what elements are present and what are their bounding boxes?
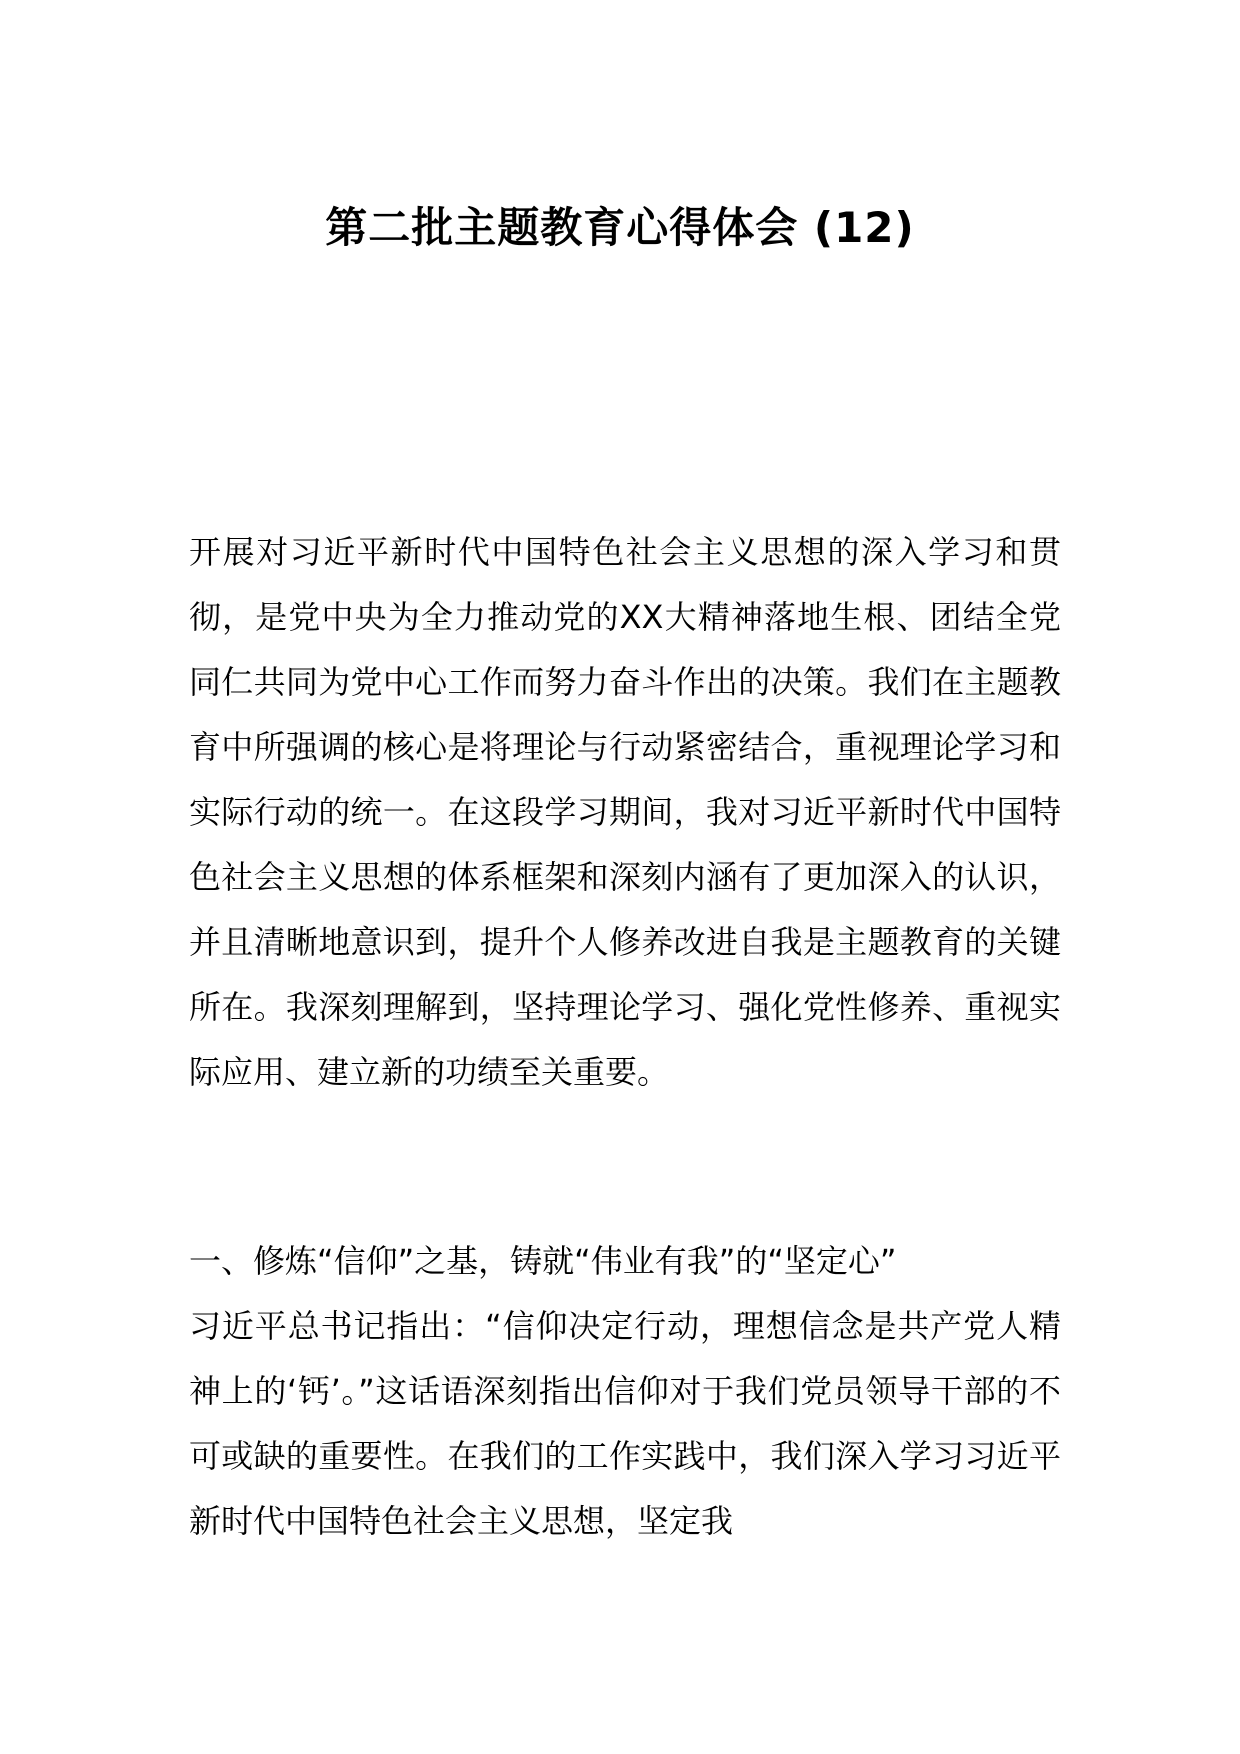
section-1-paragraph: 习近平总书记指出：“信仰决定行动，理想信念是共产党人精神上的‘钙’。”这话语深刻指出信仰对于我们党员领导干部的不可或缺的重要性。在我们的工作实践中，我们深入学习习近平新时代中国特色社会主义思想，坚定我 xyxy=(189,1307,1061,1540)
document-title: 第二批主题教育心得体会 (12) xyxy=(325,203,915,252)
section-1-heading: 一、修炼“信仰”之基，铸就“伟业有我”的“坚定心” xyxy=(189,1242,897,1280)
section-1 xyxy=(189,1229,1061,1554)
intro-paragraph: 开展对习近平新时代中国特色社会主义思想的深入学习和贯彻，是党中央为全力推动党的XX大精神落地生根、团结全党同仁共同为党中心工作而努力奋斗作出的决策。我们在主题教育中所强调的核心是将理论与行动紧密结合，重视理论学习和实际行动的统一。在这段学习期间，我对习近平新时代中国特色社会主义思想的体系框架和深刻内涵有了更加深入的认识，并且清晰地意识到，提升个人修养改进自我是主题教育的关键所在。我深刻理解到，坚持理论学习、强化党性修养、重视实际应用、建立新的功绩至关重要。 xyxy=(189,533,1061,1091)
